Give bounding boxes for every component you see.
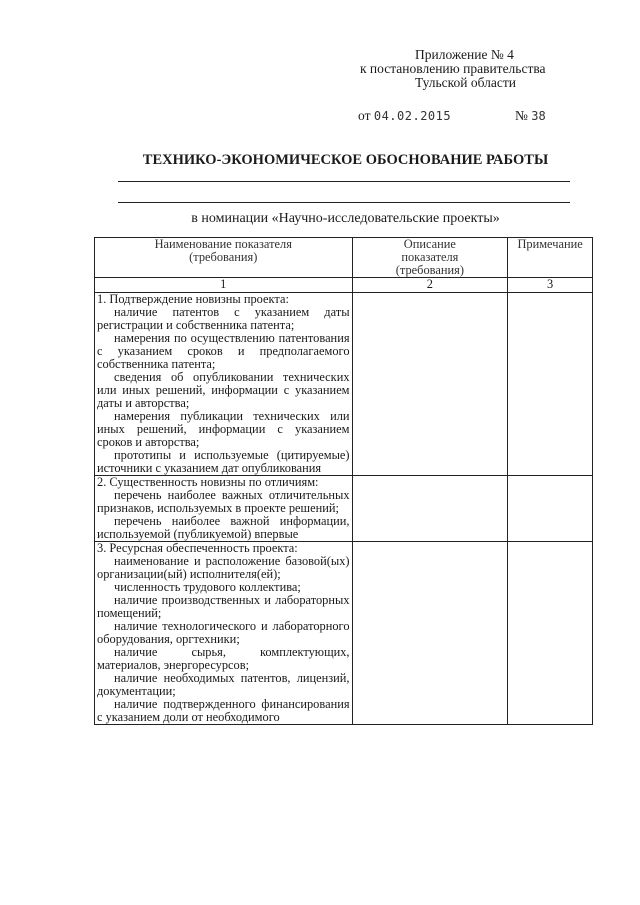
note-cell[interactable]	[508, 476, 593, 542]
appendix-block	[330, 48, 630, 90]
section-item: наличие производственных и лабораторных помещений;	[97, 593, 350, 620]
date-value: 04.02.2015	[373, 109, 452, 123]
section-item: намерения по осуществлению патентования с указанием сроков и предполагаемого собственника патента;	[97, 331, 350, 371]
number-prefix: №	[515, 108, 528, 123]
section-item: наличие сырья, комплектующих, материалов, энергоресурсов;	[97, 645, 350, 672]
header-note: Примечание	[508, 238, 593, 278]
number-line	[515, 108, 546, 124]
section-item: наличие патентов с указанием даты регистрации и собственника патента;	[97, 305, 350, 332]
indicators-table	[94, 237, 593, 725]
note-cell[interactable]	[508, 542, 593, 725]
column-number-row	[95, 278, 593, 293]
section-heading: 3. Ресурсная обеспеченность проекта:	[97, 541, 298, 555]
description-cell[interactable]	[352, 293, 508, 476]
appendix-line-1: Приложение № 4	[415, 47, 514, 62]
section-item: перечень наиболее важных отличительных признаков, используемых в проекте решений;	[97, 488, 350, 515]
date-prefix: от	[358, 108, 371, 123]
section-cell-2	[95, 476, 353, 542]
date-line	[358, 108, 451, 124]
number-value: 38	[531, 109, 546, 123]
header-indicator-name: Наименование показателя (требования)	[95, 238, 353, 278]
section-item: наименование и расположение базовой(ых) организации(ый) исполнителя(ей);	[97, 554, 350, 581]
note-cell[interactable]	[508, 293, 593, 476]
section-item: численность трудового коллектива;	[114, 580, 301, 594]
column-number: 2	[352, 278, 508, 293]
description-cell[interactable]	[352, 476, 508, 542]
blank-line-2	[118, 202, 570, 203]
section-item: наличие необходимых патентов, лицензий, документации;	[97, 671, 350, 698]
section-cell-3	[95, 542, 353, 725]
section-item: намерения публикации технических или иных решений, информации с указанием сроков и авторства;	[97, 409, 350, 449]
section-item: прототипы и используемые (цитируемые) источники с указанием дат опубликования	[97, 448, 350, 475]
section-heading: 2. Существенность новизны по отличиям:	[97, 475, 319, 489]
section-heading: 1. Подтверждение новизны проекта:	[97, 292, 289, 306]
appendix-line-2: к постановлению правительства	[360, 61, 546, 76]
description-cell[interactable]	[352, 542, 508, 725]
section-cell-1	[95, 293, 353, 476]
appendix-line-3: Тульской области	[415, 75, 516, 90]
nomination-line: в номинации «Научно-исследовательские проекты»	[191, 211, 500, 226]
table-row	[95, 542, 593, 725]
document-title: ТЕХНИКО-ЭКОНОМИЧЕСКОЕ ОБОСНОВАНИЕ РАБОТЫ	[142, 152, 549, 168]
section-item: наличие подтвержденного финансирования с указанием доли от необходимого	[97, 697, 350, 724]
section-item: сведения об опубликовании технических или иных решений, информации с указанием даты и авторства;	[97, 370, 350, 410]
table-header-row	[95, 238, 593, 278]
section-item: перечень наиболее важной информации, используемой (публикуемой) впервые	[97, 514, 350, 541]
column-number: 1	[95, 278, 353, 293]
table-row	[95, 293, 593, 476]
blank-line-1	[118, 181, 570, 182]
column-number: 3	[508, 278, 593, 293]
header-indicator-description: Описание показателя (требования)	[352, 238, 508, 278]
table-row	[95, 476, 593, 542]
section-item: наличие технологического и лабораторного оборудования, оргтехники;	[97, 619, 350, 646]
